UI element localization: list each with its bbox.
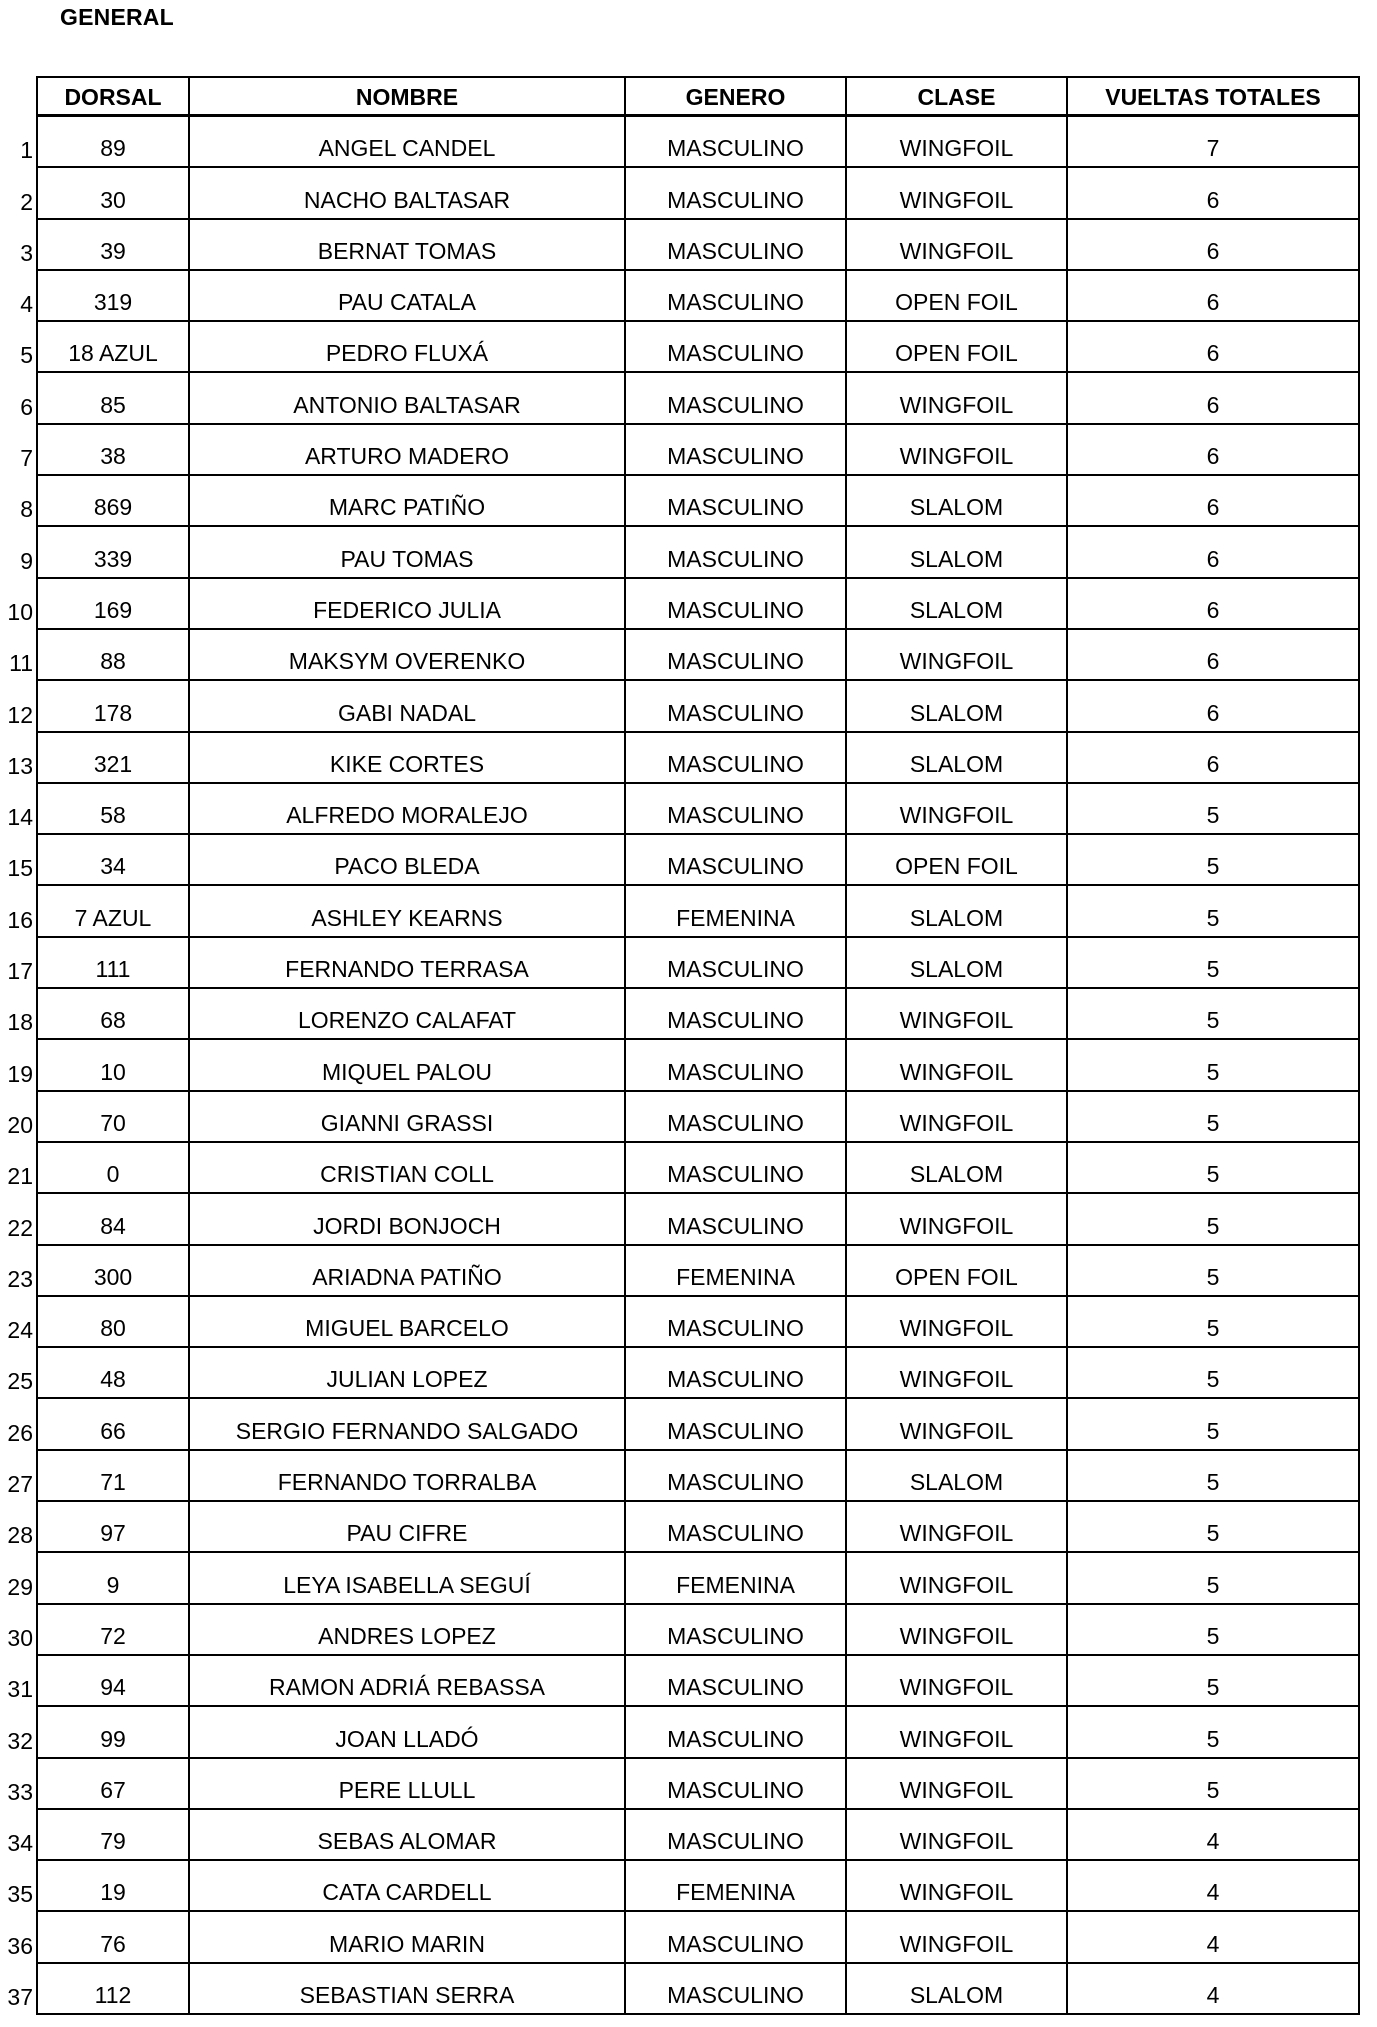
row-nombre: SERGIO FERNANDO SALGADO xyxy=(188,1399,624,1450)
row-vueltas-totales: 4 xyxy=(1066,1964,1360,2015)
header-genero: GENERO xyxy=(624,76,845,117)
row-clase: OPEN FOIL xyxy=(845,271,1066,322)
row-genero: MASCULINO xyxy=(624,527,845,578)
table-row xyxy=(0,1656,1360,1707)
row-genero: FEMENINA xyxy=(624,1553,845,1604)
row-genero: FEMENINA xyxy=(624,1246,845,1297)
row-nombre: PEDRO FLUXÁ xyxy=(188,322,624,373)
row-clase: WINGFOIL xyxy=(845,1759,1066,1810)
row-clase: OPEN FOIL xyxy=(845,835,1066,886)
row-clase: SLALOM xyxy=(845,938,1066,989)
row-dorsal: 48 xyxy=(36,1348,188,1399)
row-vueltas-totales: 6 xyxy=(1066,373,1360,424)
row-vueltas-totales: 7 xyxy=(1066,117,1360,168)
row-genero: FEMENINA xyxy=(624,886,845,937)
row-nombre: MAKSYM OVERENKO xyxy=(188,630,624,681)
row-genero: MASCULINO xyxy=(624,784,845,835)
row-genero: MASCULINO xyxy=(624,1297,845,1348)
row-dorsal: 66 xyxy=(36,1399,188,1450)
row-dorsal: 319 xyxy=(36,271,188,322)
row-clase: OPEN FOIL xyxy=(845,1246,1066,1297)
row-clase: WINGFOIL xyxy=(845,1656,1066,1707)
table-row xyxy=(0,322,1360,373)
row-position: 36 xyxy=(7,1932,33,1959)
row-position: 1 xyxy=(20,137,33,164)
row-nombre: PAU CATALA xyxy=(188,271,624,322)
row-position: 21 xyxy=(7,1163,33,1190)
row-dorsal: 85 xyxy=(36,373,188,424)
row-clase: WINGFOIL xyxy=(845,1810,1066,1861)
row-dorsal: 869 xyxy=(36,476,188,527)
row-clase: WINGFOIL xyxy=(845,1040,1066,1091)
table-row xyxy=(0,1707,1360,1758)
row-dorsal: 34 xyxy=(36,835,188,886)
row-dorsal: 178 xyxy=(36,681,188,732)
header-vueltas-totales: VUELTAS TOTALES xyxy=(1066,76,1360,117)
row-vueltas-totales: 5 xyxy=(1066,1451,1360,1502)
row-clase: WINGFOIL xyxy=(845,1194,1066,1245)
row-nombre: SEBAS ALOMAR xyxy=(188,1810,624,1861)
header-dorsal: DORSAL xyxy=(36,76,188,117)
row-vueltas-totales: 5 xyxy=(1066,1553,1360,1604)
row-clase: SLALOM xyxy=(845,886,1066,937)
row-genero: MASCULINO xyxy=(624,938,845,989)
row-position: 4 xyxy=(20,291,33,318)
row-clase: OPEN FOIL xyxy=(845,322,1066,373)
table-row xyxy=(0,1605,1360,1656)
row-clase: WINGFOIL xyxy=(845,1912,1066,1963)
row-genero: MASCULINO xyxy=(624,1092,845,1143)
table-row xyxy=(0,168,1360,219)
row-position: 28 xyxy=(7,1522,33,1549)
row-genero: MASCULINO xyxy=(624,271,845,322)
header-position-spacer xyxy=(0,76,36,117)
table-row xyxy=(0,835,1360,886)
row-nombre: ANDRES LOPEZ xyxy=(188,1605,624,1656)
row-nombre: CRISTIAN COLL xyxy=(188,1143,624,1194)
row-dorsal: 76 xyxy=(36,1912,188,1963)
row-genero: MASCULINO xyxy=(624,425,845,476)
row-vueltas-totales: 5 xyxy=(1066,1040,1360,1091)
row-nombre: FEDERICO JULIA xyxy=(188,579,624,630)
row-position: 14 xyxy=(7,804,33,831)
row-dorsal: 94 xyxy=(36,1656,188,1707)
row-nombre: ASHLEY KEARNS xyxy=(188,886,624,937)
table-row xyxy=(0,373,1360,424)
row-position: 11 xyxy=(9,650,33,677)
table-row xyxy=(0,271,1360,322)
table-row xyxy=(0,1143,1360,1194)
row-nombre: FERNANDO TERRASA xyxy=(188,938,624,989)
row-nombre: ARIADNA PATIÑO xyxy=(188,1246,624,1297)
row-vueltas-totales: 6 xyxy=(1066,322,1360,373)
row-position: 7 xyxy=(20,445,33,472)
row-nombre: JORDI BONJOCH xyxy=(188,1194,624,1245)
row-vueltas-totales: 6 xyxy=(1066,733,1360,784)
row-genero: MASCULINO xyxy=(624,989,845,1040)
row-nombre: FERNANDO TORRALBA xyxy=(188,1451,624,1502)
row-position: 22 xyxy=(7,1214,33,1241)
row-nombre: LEYA ISABELLA SEGUÍ xyxy=(188,1553,624,1604)
row-vueltas-totales: 6 xyxy=(1066,681,1360,732)
table-row xyxy=(0,681,1360,732)
row-dorsal: 67 xyxy=(36,1759,188,1810)
row-position: 32 xyxy=(7,1727,33,1754)
row-dorsal: 71 xyxy=(36,1451,188,1502)
row-dorsal: 7 AZUL xyxy=(36,886,188,937)
row-dorsal: 321 xyxy=(36,733,188,784)
row-vueltas-totales: 5 xyxy=(1066,886,1360,937)
row-clase: SLALOM xyxy=(845,1964,1066,2015)
row-nombre: PACO BLEDA xyxy=(188,835,624,886)
table-body xyxy=(0,117,1360,2015)
row-position: 19 xyxy=(7,1060,33,1087)
row-genero: MASCULINO xyxy=(624,1502,845,1553)
table-row xyxy=(0,117,1360,168)
row-clase: WINGFOIL xyxy=(845,1553,1066,1604)
row-clase: WINGFOIL xyxy=(845,220,1066,271)
row-position: 27 xyxy=(7,1471,33,1498)
table-row xyxy=(0,938,1360,989)
row-nombre: ARTURO MADERO xyxy=(188,425,624,476)
row-nombre: NACHO BALTASAR xyxy=(188,168,624,219)
row-clase: SLALOM xyxy=(845,1451,1066,1502)
results-table xyxy=(0,76,1360,2015)
row-vueltas-totales: 5 xyxy=(1066,989,1360,1040)
row-clase: WINGFOIL xyxy=(845,1605,1066,1656)
row-vueltas-totales: 5 xyxy=(1066,1092,1360,1143)
table-row xyxy=(0,1040,1360,1091)
row-position: 9 xyxy=(20,547,33,574)
row-position: 35 xyxy=(7,1881,33,1908)
row-vueltas-totales: 4 xyxy=(1066,1912,1360,1963)
row-genero: MASCULINO xyxy=(624,168,845,219)
row-genero: MASCULINO xyxy=(624,1348,845,1399)
row-genero: MASCULINO xyxy=(624,1759,845,1810)
row-vueltas-totales: 5 xyxy=(1066,1399,1360,1450)
row-dorsal: 58 xyxy=(36,784,188,835)
row-dorsal: 30 xyxy=(36,168,188,219)
row-genero: MASCULINO xyxy=(624,1194,845,1245)
row-clase: WINGFOIL xyxy=(845,989,1066,1040)
row-nombre: RAMON ADRIÁ REBASSA xyxy=(188,1656,624,1707)
table-row xyxy=(0,527,1360,578)
table-row xyxy=(0,1759,1360,1810)
table-row xyxy=(0,1246,1360,1297)
row-nombre: PAU CIFRE xyxy=(188,1502,624,1553)
table-row xyxy=(0,886,1360,937)
row-genero: MASCULINO xyxy=(624,1810,845,1861)
row-dorsal: 88 xyxy=(36,630,188,681)
table-row xyxy=(0,989,1360,1040)
table-row xyxy=(0,1092,1360,1143)
row-position: 12 xyxy=(7,701,33,728)
row-dorsal: 169 xyxy=(36,579,188,630)
row-dorsal: 68 xyxy=(36,989,188,1040)
row-vueltas-totales: 5 xyxy=(1066,1656,1360,1707)
table-row xyxy=(0,1194,1360,1245)
row-position: 2 xyxy=(20,188,33,215)
table-row xyxy=(0,784,1360,835)
row-vueltas-totales: 5 xyxy=(1066,938,1360,989)
table-row xyxy=(0,1861,1360,1912)
row-genero: MASCULINO xyxy=(624,1040,845,1091)
row-dorsal: 97 xyxy=(36,1502,188,1553)
row-vueltas-totales: 6 xyxy=(1066,476,1360,527)
row-nombre: GIANNI GRASSI xyxy=(188,1092,624,1143)
row-nombre: JOAN LLADÓ xyxy=(188,1707,624,1758)
row-genero: MASCULINO xyxy=(624,1399,845,1450)
row-dorsal: 99 xyxy=(36,1707,188,1758)
row-position: 29 xyxy=(7,1573,33,1600)
row-nombre: BERNAT TOMAS xyxy=(188,220,624,271)
row-clase: WINGFOIL xyxy=(845,1399,1066,1450)
row-position: 6 xyxy=(20,393,33,420)
row-position: 16 xyxy=(7,906,33,933)
table-row xyxy=(0,1399,1360,1450)
row-vueltas-totales: 5 xyxy=(1066,1759,1360,1810)
row-position: 33 xyxy=(7,1778,33,1805)
table-row xyxy=(0,630,1360,681)
row-position: 26 xyxy=(7,1419,33,1446)
row-clase: SLALOM xyxy=(845,579,1066,630)
row-genero: MASCULINO xyxy=(624,117,845,168)
row-genero: MASCULINO xyxy=(624,1656,845,1707)
row-genero: MASCULINO xyxy=(624,373,845,424)
row-genero: MASCULINO xyxy=(624,220,845,271)
row-clase: SLALOM xyxy=(845,476,1066,527)
table-header-row xyxy=(0,76,1360,117)
page-title: GENERAL xyxy=(60,4,174,30)
row-dorsal: 89 xyxy=(36,117,188,168)
row-genero: MASCULINO xyxy=(624,835,845,886)
row-clase: WINGFOIL xyxy=(845,1502,1066,1553)
table-row xyxy=(0,1553,1360,1604)
row-vueltas-totales: 5 xyxy=(1066,835,1360,886)
table-row xyxy=(0,220,1360,271)
row-genero: MASCULINO xyxy=(624,630,845,681)
row-clase: WINGFOIL xyxy=(845,168,1066,219)
row-nombre: MIGUEL BARCELO xyxy=(188,1297,624,1348)
row-dorsal: 339 xyxy=(36,527,188,578)
row-genero: MASCULINO xyxy=(624,1605,845,1656)
row-dorsal: 300 xyxy=(36,1246,188,1297)
table-row xyxy=(0,1348,1360,1399)
table-row xyxy=(0,1297,1360,1348)
row-genero: MASCULINO xyxy=(624,1707,845,1758)
row-position: 37 xyxy=(7,1983,33,2010)
row-clase: WINGFOIL xyxy=(845,425,1066,476)
row-clase: SLALOM xyxy=(845,733,1066,784)
row-vueltas-totales: 5 xyxy=(1066,1194,1360,1245)
row-dorsal: 18 AZUL xyxy=(36,322,188,373)
row-vueltas-totales: 5 xyxy=(1066,1348,1360,1399)
row-clase: SLALOM xyxy=(845,527,1066,578)
row-position: 3 xyxy=(20,239,33,266)
row-dorsal: 39 xyxy=(36,220,188,271)
row-genero: MASCULINO xyxy=(624,733,845,784)
row-clase: SLALOM xyxy=(845,681,1066,732)
row-position: 25 xyxy=(7,1368,33,1395)
row-nombre: GABI NADAL xyxy=(188,681,624,732)
row-nombre: MARIO MARIN xyxy=(188,1912,624,1963)
row-genero: MASCULINO xyxy=(624,681,845,732)
row-genero: MASCULINO xyxy=(624,322,845,373)
row-dorsal: 111 xyxy=(36,938,188,989)
header-nombre: NOMBRE xyxy=(188,76,624,117)
row-dorsal: 70 xyxy=(36,1092,188,1143)
row-vueltas-totales: 6 xyxy=(1066,168,1360,219)
table-row xyxy=(0,1964,1360,2015)
row-clase: SLALOM xyxy=(845,1143,1066,1194)
row-vueltas-totales: 5 xyxy=(1066,1246,1360,1297)
row-clase: WINGFOIL xyxy=(845,1707,1066,1758)
row-clase: WINGFOIL xyxy=(845,784,1066,835)
table-row xyxy=(0,733,1360,784)
row-genero: MASCULINO xyxy=(624,579,845,630)
row-position: 20 xyxy=(7,1111,33,1138)
row-nombre: ANGEL CANDEL xyxy=(188,117,624,168)
row-genero: MASCULINO xyxy=(624,476,845,527)
row-vueltas-totales: 4 xyxy=(1066,1861,1360,1912)
row-vueltas-totales: 5 xyxy=(1066,1707,1360,1758)
table-row xyxy=(0,1810,1360,1861)
row-position: 10 xyxy=(7,598,33,625)
row-position: 8 xyxy=(20,496,33,523)
row-dorsal: 72 xyxy=(36,1605,188,1656)
row-nombre: LORENZO CALAFAT xyxy=(188,989,624,1040)
row-position: 30 xyxy=(7,1624,33,1651)
row-position: 15 xyxy=(7,855,33,882)
row-genero: MASCULINO xyxy=(624,1912,845,1963)
row-vueltas-totales: 4 xyxy=(1066,1810,1360,1861)
row-position: 5 xyxy=(20,342,33,369)
row-vueltas-totales: 6 xyxy=(1066,220,1360,271)
row-position: 31 xyxy=(7,1676,33,1703)
row-clase: WINGFOIL xyxy=(845,630,1066,681)
row-dorsal: 112 xyxy=(36,1964,188,2015)
row-genero: MASCULINO xyxy=(624,1143,845,1194)
row-vueltas-totales: 6 xyxy=(1066,527,1360,578)
row-position: 24 xyxy=(7,1317,33,1344)
row-position: 13 xyxy=(7,752,33,779)
row-dorsal: 80 xyxy=(36,1297,188,1348)
row-nombre: MIQUEL PALOU xyxy=(188,1040,624,1091)
row-genero: MASCULINO xyxy=(624,1964,845,2015)
table-row xyxy=(0,1502,1360,1553)
row-nombre: PAU TOMAS xyxy=(188,527,624,578)
row-clase: WINGFOIL xyxy=(845,1297,1066,1348)
row-nombre: SEBASTIAN SERRA xyxy=(188,1964,624,2015)
row-dorsal: 19 xyxy=(36,1861,188,1912)
row-vueltas-totales: 6 xyxy=(1066,630,1360,681)
row-position: 18 xyxy=(7,1009,33,1036)
row-genero: FEMENINA xyxy=(624,1861,845,1912)
row-nombre: KIKE CORTES xyxy=(188,733,624,784)
row-nombre: ANTONIO BALTASAR xyxy=(188,373,624,424)
row-vueltas-totales: 6 xyxy=(1066,271,1360,322)
row-clase: WINGFOIL xyxy=(845,117,1066,168)
row-vueltas-totales: 6 xyxy=(1066,425,1360,476)
row-nombre: PERE LLULL xyxy=(188,1759,624,1810)
row-dorsal: 9 xyxy=(36,1553,188,1604)
row-position: 23 xyxy=(7,1265,33,1292)
row-vueltas-totales: 5 xyxy=(1066,1605,1360,1656)
table-row xyxy=(0,579,1360,630)
row-vueltas-totales: 5 xyxy=(1066,1143,1360,1194)
row-dorsal: 38 xyxy=(36,425,188,476)
row-clase: WINGFOIL xyxy=(845,1861,1066,1912)
row-vueltas-totales: 6 xyxy=(1066,579,1360,630)
row-dorsal: 84 xyxy=(36,1194,188,1245)
row-clase: WINGFOIL xyxy=(845,1092,1066,1143)
header-clase: CLASE xyxy=(845,76,1066,117)
row-dorsal: 10 xyxy=(36,1040,188,1091)
row-dorsal: 0 xyxy=(36,1143,188,1194)
row-clase: WINGFOIL xyxy=(845,373,1066,424)
table-row xyxy=(0,1451,1360,1502)
row-position: 34 xyxy=(7,1830,33,1857)
table-row xyxy=(0,425,1360,476)
row-dorsal: 79 xyxy=(36,1810,188,1861)
row-vueltas-totales: 5 xyxy=(1066,1297,1360,1348)
table-row xyxy=(0,476,1360,527)
row-nombre: ALFREDO MORALEJO xyxy=(188,784,624,835)
row-vueltas-totales: 5 xyxy=(1066,1502,1360,1553)
row-position: 17 xyxy=(7,958,33,985)
row-nombre: MARC PATIÑO xyxy=(188,476,624,527)
row-genero: MASCULINO xyxy=(624,1451,845,1502)
row-nombre: CATA CARDELL xyxy=(188,1861,624,1912)
row-clase: WINGFOIL xyxy=(845,1348,1066,1399)
row-vueltas-totales: 5 xyxy=(1066,784,1360,835)
table-row xyxy=(0,1912,1360,1963)
row-nombre: JULIAN LOPEZ xyxy=(188,1348,624,1399)
